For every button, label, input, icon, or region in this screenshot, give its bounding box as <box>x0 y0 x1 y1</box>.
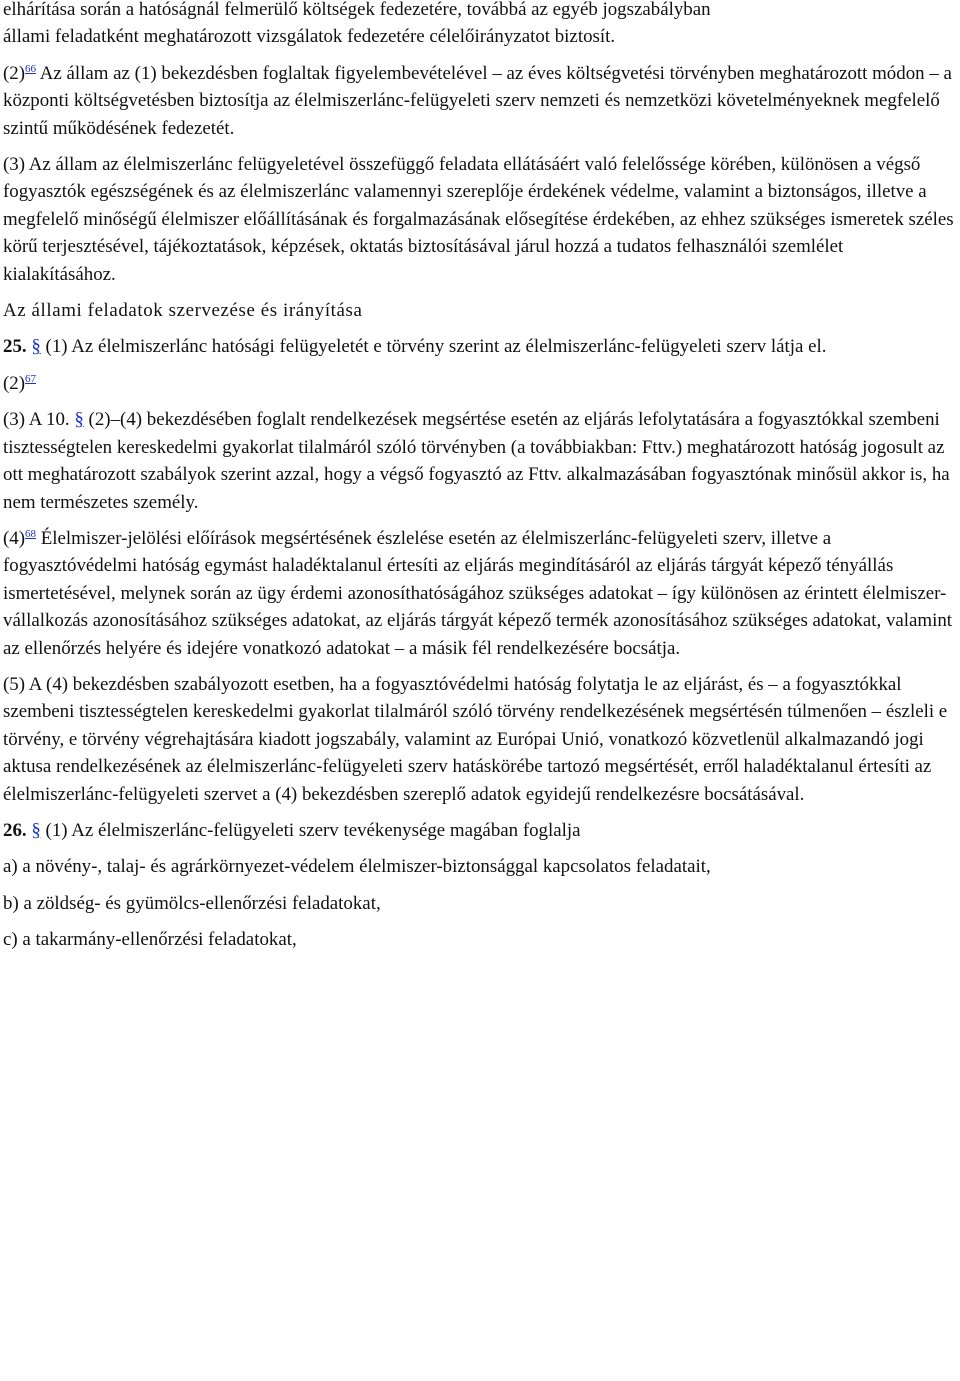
intro-line-1: elhárítása során a hatóságnál felmerülő költségek fedezetére, továbbá az egyéb jogszabályban <box>3 0 711 20</box>
section-25-3-text: (2)–(4) bekezdésében foglalt rendelkezések megsértése esetén az eljárás lefolytatására a fogyasztókkal szembeni tisztességtelen kereskedelmi gyakorlat tilalmáról szóló törvényben (a továbbiakban: Fttv.) meghatározott hatóság jogosult az ott meghatározott szabályok szerint azzal, hogy a végső fogyasztó az Fttv. alkalmazásában fogyasztónak minősül akkor is, ha nem természetes személy. <box>3 409 950 513</box>
section-25-1-text: (1) Az élelmiszerlánc hatósági felügyeletét e törvény szerint az élelmiszerlánc-felügyeleti szerv látja el. <box>40 336 827 358</box>
footnote-link-68[interactable]: 68 <box>25 527 37 540</box>
section-25-symbol-link[interactable]: § <box>31 336 41 358</box>
section-26-symbol-link[interactable]: § <box>31 819 41 841</box>
paragraph-intro <box>3 0 958 51</box>
section-26-1 <box>3 817 958 844</box>
paragraph-3 <box>3 151 958 288</box>
paragraph-2 <box>3 60 958 142</box>
paragraph-3-text: (3) Az állam az élelmiszerlánc felügyeletével összefüggő feladata ellátásáért való felelőssége körében, különösen a végső fogyasztók egészségének és az élelmiszerlánc valamennyi szereplője érdekének védelme, valamint a biztonságos, illetve a megfelelő minőségű élelmiszer előállításának és forgalmazásának elősegítése érdekében, az ehhez szükséges ismeretek széles körű terjesztésével, tájékoztatások, képzések, oktatás biztosításával járul hozzá a tudatos felhasználói szemlélet kialakításához. <box>3 154 954 285</box>
section-26-number: 26. <box>3 819 27 841</box>
list-item-c: c) a takarmány-ellenőrzési feladatokat, <box>3 929 297 951</box>
section-26-1-text: (1) Az élelmiszerlánc-felügyeleti szerv tevékenysége magában foglalja <box>40 819 581 841</box>
paragraph-2-text: Az állam az (1) bekezdésben foglaltak figyelembevételével – az éves költségvetési törvényben meghatározott módon – a központi költségvetésben biztosítja az élelmiszerlánc-felügyeleti szerv nemzeti és nemzetközi követelményeknek megfelelő szintű működésének fedezetét. <box>3 62 952 139</box>
section-25-number: 25. <box>3 336 27 358</box>
footnote-link-66[interactable]: 66 <box>25 62 37 75</box>
paragraph-2-prefix: (2) <box>3 62 26 84</box>
section-25-2-prefix: (2) <box>3 372 26 394</box>
list-item-a: a) a növény-, talaj- és agrárkörnyezet-védelem élelmiszer-biztonsággal kapcsolatos feladatait, <box>3 856 711 878</box>
footnote-link-67[interactable]: 67 <box>25 372 37 385</box>
section-25-4 <box>3 525 958 662</box>
list-item-b: b) a zöldség- és gyümölcs-ellenőrzési feladatokat, <box>3 892 381 914</box>
section-25-4-prefix: (4) <box>3 527 26 549</box>
intro-line-2: állami feladatként meghatározott vizsgálatok fedezetére célelőirányzatot biztosít. <box>3 26 616 48</box>
section-25-3-prefix: (3) A 10. <box>3 409 75 431</box>
section-25-5-text: (5) A (4) bekezdésben szabályozott esetben, ha a fogyasztóvédelmi hatóság folytatja le az eljárást, és – a fogyasztókkal szembeni tisztességtelen kereskedelmi gyakorlat tilalmáról szóló törvény rendelkezésének megsértésén túlmenően – észleli e törvény, e törvény végrehajtására kiadott jogszabály, valamint az Európai Unió, vonatkozó közvetlenül alkalmazandó jogi aktusa rendelkezésének az élelmiszerlánc-felügyeleti szerv hatáskörébe tartozó megsértését, erről haladéktalanul értesíti az élelmiszerlánc-felügyeleti szervet a (4) bekezdésben szereplő adatok egyidejű rendelkezésre bocsátásával. <box>3 673 948 805</box>
section-25-4-text: Élelmiszer-jelölési előírások megsértésének észlelése esetén az élelmiszerlánc-felügyeleti szerv, illetve a fogyasztóvédelmi hatóság egymást haladéktalanul értesíti az eljárás megindításáról az eljárás tárgyát képező tényállás ismertetésével, melynek során az ügy érdemi azonosíthatóságához szükséges adatokat – így különösen az érintett élelmiszer-vállalkozás azonosításához szükséges adatokat, az eljárás tárgyát képező termék azonosításához szükséges adatokat, valamint az ellenőrzés helyére és idejére vonatkozó adatokat – a másik fél rendelkezésére bocsátja. <box>3 527 953 659</box>
section-10-symbol-link[interactable]: § <box>74 409 84 431</box>
section-25-3 <box>3 406 958 516</box>
section-25-2 <box>3 370 958 397</box>
section-25-5 <box>3 671 958 808</box>
document-page <box>3 0 958 963</box>
section-25-1 <box>3 333 958 360</box>
section-heading: Az állami feladatok szervezése és irányítása <box>3 300 363 322</box>
